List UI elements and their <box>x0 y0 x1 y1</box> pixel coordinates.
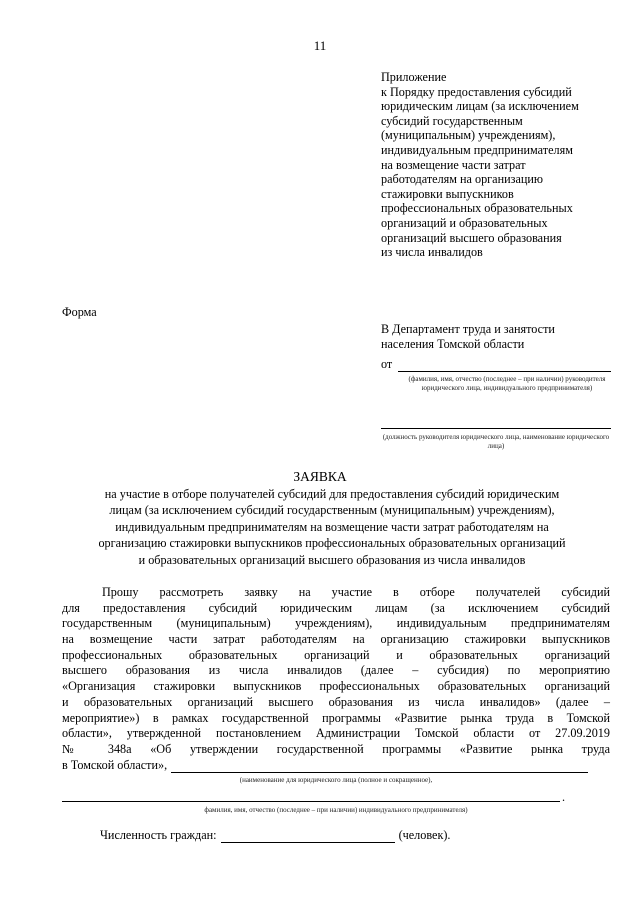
citizen-count-field <box>100 828 450 843</box>
paragraph-line: области», утвержденной постановлением Администрации Томской области от 27.09.2019 <box>62 726 610 741</box>
appendix-line: работодателям на организацию <box>381 172 544 187</box>
appendix-line: профессиональных образовательных <box>381 201 573 216</box>
subtitle-line: на участие в отборе получателей субсидий для предоставления субсидий юридическим <box>104 487 560 501</box>
citizen-count-label: Численность граждан: <box>100 828 217 842</box>
subtitle-line: индивидуальным предпринимателям на возмещение части затрат работодателям на <box>115 519 549 534</box>
appendix-line: из числа инвалидов <box>381 245 483 260</box>
appendix-line: организаций и образовательных <box>381 215 548 230</box>
appendix-line: стажировки выпускников <box>381 186 514 201</box>
paragraph-line: и образовательных организаций высшего образования из числа инвалидов» (далее – <box>62 694 610 709</box>
applicant-name-blank[interactable] <box>398 358 611 372</box>
addressee-block <box>381 322 621 352</box>
document-title: ЗАЯВКА <box>293 469 347 484</box>
paragraph-line: в Томской области», <box>62 757 168 772</box>
appendix-line: индивидуальным предпринимателям <box>381 142 573 157</box>
paragraph-last-line <box>62 758 610 774</box>
position-blank[interactable] <box>381 428 611 429</box>
paragraph-line: мероприятие») в рамках государственной программы «Развитие рынка труда в Томской <box>62 710 610 725</box>
document-subtitle <box>52 486 612 568</box>
appendix-line: на возмещение части затрат <box>381 157 526 172</box>
position-note: (должность руководителя юридического лица, наименование юридического лица) <box>382 433 610 450</box>
entity-name-note: (наименование для юридического лица (полное и сокращенное), <box>239 776 433 784</box>
appendix-line: организаций высшего образования <box>381 230 562 245</box>
entrepreneur-name-blank[interactable] <box>62 801 560 802</box>
from-label: от <box>381 357 393 371</box>
addressee-line: В Департамент труда и занятости <box>381 322 555 336</box>
appendix-block <box>381 70 621 260</box>
entity-name-blank[interactable] <box>171 760 588 773</box>
citizen-count-unit: (человек). <box>398 828 451 842</box>
appendix-line: юридическим лицам (за исключением <box>381 99 579 114</box>
appendix-line: Приложение <box>381 70 447 84</box>
appendix-line: субсидий государственным <box>381 113 523 128</box>
paragraph-line: высшего образования из числа инвалидов (далее – субсидия) по мероприятию <box>62 663 610 678</box>
appendix-line: (муниципальным) учреждениям), <box>381 128 556 143</box>
from-field <box>381 357 611 372</box>
paragraph-line: для предоставления субсидий юридическим лицам (за исключением субсидий <box>62 600 610 615</box>
paragraph-line: Прошу рассмотреть заявку на участие в отборе получателей субсидий <box>102 585 610 599</box>
line-end-period: . <box>562 790 566 804</box>
applicant-note: (фамилия, имя, отчество (последнее – при наличии) руководителя юридического лица, индивидуального предпринимателя) <box>408 375 606 392</box>
paragraph-line: «Организация стажировки выпускников профессиональных образовательных организаций <box>62 679 610 694</box>
form-label: Форма <box>62 305 97 319</box>
subtitle-line: и образовательных организаций высшего образования из числа инвалидов <box>138 552 526 567</box>
subtitle-line: организацию стажировки выпускников профессиональных образовательных организаций <box>98 536 566 551</box>
paragraph-line: на возмещение части затрат работодателям на организацию стажировки выпускников <box>62 632 610 647</box>
paragraph-line: № 348а «Об утверждении государственной программы «Развитие рынка труда <box>62 741 610 756</box>
request-paragraph <box>62 585 610 773</box>
subtitle-line: лицам (за исключением субсидий государственным (муниципальным) учреждениям), <box>109 503 555 518</box>
appendix-line: к Порядку предоставления субсидий <box>381 84 572 99</box>
addressee-line: населения Томской области <box>381 337 525 351</box>
page-number: 11 <box>313 38 327 53</box>
paragraph-line: государственным (муниципальным) учреждениям), индивидуальным предпринимателям <box>62 616 610 631</box>
paragraph-line: профессиональных образовательных организаций и образовательных организаций <box>62 647 610 662</box>
citizen-count-blank[interactable] <box>221 830 395 843</box>
entrepreneur-note: фамилия, имя, отчество (последнее – при наличии) индивидуального предпринимателя) <box>204 806 468 814</box>
